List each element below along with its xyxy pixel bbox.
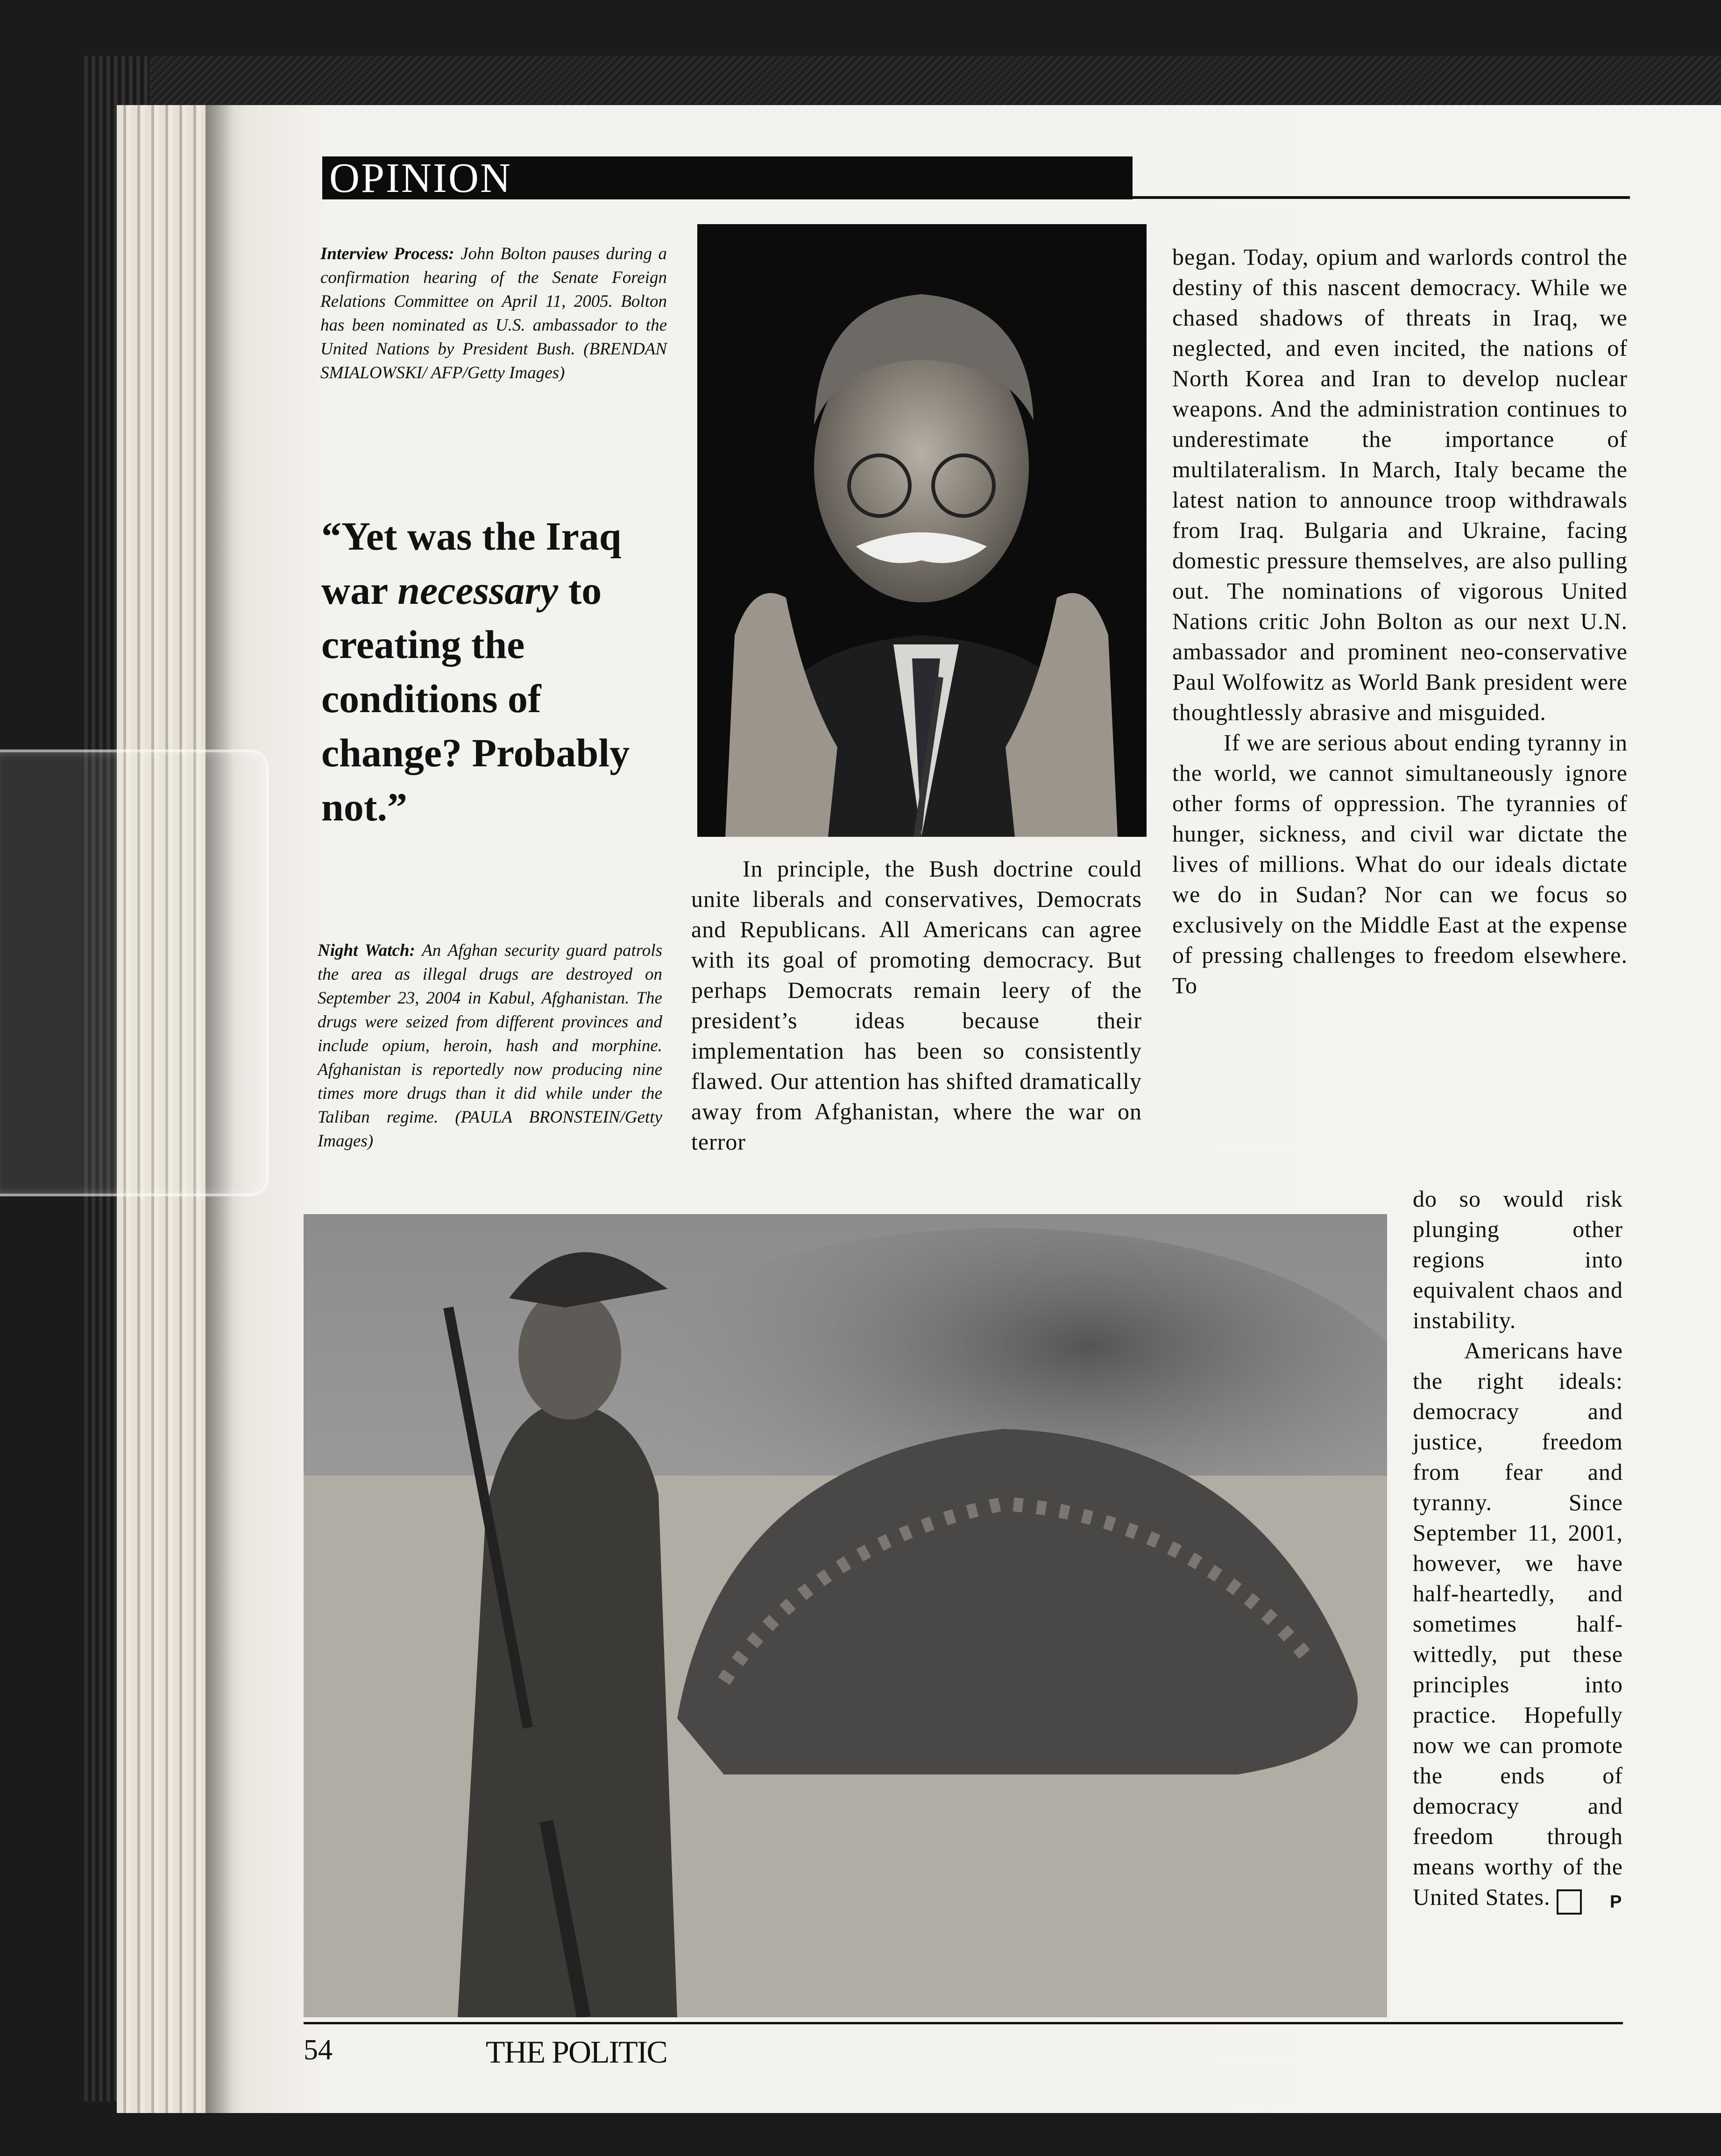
page-number: 54 — [304, 2034, 333, 2066]
article-column-3 — [1413, 1184, 1623, 1915]
article-col2-para2: If we are serious about ending tyranny in the world, we cannot simultaneously ignore other forms of oppression. The tyrannies of hunger, sickness, and civil war dictate the lives of millions. What do our ideals dictate we do in Sudan? Nor can we focus so exclusively on the Middle East at the expense of pressing challenges to freedom elsewhere. To — [1172, 729, 1628, 998]
caption-night-title: Night Watch: — [318, 941, 415, 960]
article-column-2 — [1172, 242, 1628, 1001]
pull-quote-before: “Yet was the Iraq war — [321, 514, 622, 613]
section-title: OPINION — [329, 155, 512, 201]
caption-interview-text: John Bolton pauses during a confirmation hearing of the Senate Foreign Relations Committee on April 11, 2005. Bolton has been nominated as U.S. ambassador to the United Nations by President Bush. (BRENDAN SMIALOWSKI/ AFP/Getty Images) — [320, 244, 667, 382]
pull-quote-after: to creating the conditions of change? Probably not.” — [321, 568, 630, 829]
bolton-photo — [697, 224, 1147, 837]
caption-night-watch — [318, 939, 662, 1153]
magazine-name: THE POLITIC — [486, 2034, 667, 2070]
caption-night-text: An Afghan security guard patrols the area as illegal drugs are destroyed on September 23, 2004 in Kabul, Afghanistan. The drugs were seized from different provinces and include opium, heroin, hash and morphine. Afghanistan is reportedly now producing nine times more drugs than it did while under the Taliban regime. (PAULA BRONSTEIN/Getty Images) — [318, 941, 662, 1151]
end-mark-icon: P — [1557, 1889, 1582, 1915]
article-col3-para2-text: Americans have the right ideals: democracy and justice, freedom from fear and tyranny. Since September 11, 2001, however, we have half-heartedly, and sometimes half-wittedly, put these principles into practice. Hopefully now we can promote the ends of democracy and freedom through means worthy of the United States. — [1413, 1337, 1623, 1910]
header-rule — [1133, 196, 1630, 199]
article-col2-para1: began. Today, opium and warlords control the destiny of this nascent democracy. While we chased shadows of threats in Iraq, we neglected, and even incited, the nations of North Korea and Iran to develop nuclear weapons. And the administration continues to underestimate the importance of multilateralism. In March, Italy became the latest nation to announce troop withdrawals from Iraq. Bulgaria and Ukraine, facing domestic pressure themselves, are also pulling out. The nominations of vigorous United Nations critic John Bolton as our next U.N. ambassador and prominent neo-conservative Paul Wolfowitz as World Bank president were thoughtlessly abrasive and misguided. — [1172, 244, 1628, 725]
bolton-photo-illustration — [697, 224, 1147, 837]
article-col3-para2 — [1413, 1336, 1623, 1915]
afghan-guard-photo — [304, 1214, 1387, 2017]
article-col1-text: In principle, the Bush doctrine could unite liberals and conservatives, Democrats and Republicans. All Americans can agree with its goal of promoting democracy. But perhaps Democrats remain leery of the president’s ideas because their implementation has been so consistently flawed. Our attention has shifted dramatically away from Afghanistan, where the war on terror — [691, 855, 1142, 1155]
binder-clip — [0, 749, 269, 1196]
caption-interview-title: Interview Process: — [320, 244, 454, 263]
article-column-1 — [691, 854, 1142, 1157]
article-col3-para1: do so would risk plunging other regions into equivalent chaos and instability. — [1413, 1186, 1623, 1333]
afghan-photo-illustration — [304, 1214, 1387, 2017]
pull-quote-emphasis: necessary — [397, 568, 559, 613]
caption-interview — [320, 242, 667, 385]
footer-rule — [304, 2022, 1623, 2024]
pull-quote — [321, 509, 676, 834]
